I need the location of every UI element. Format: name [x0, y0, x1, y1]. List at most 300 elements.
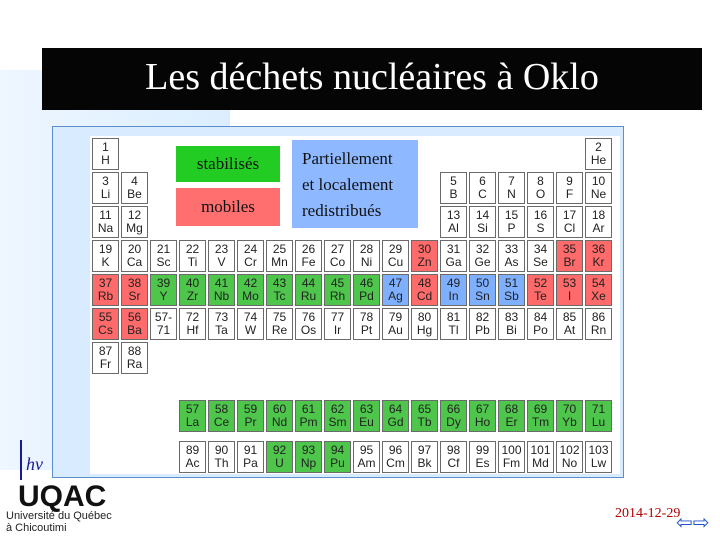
element-symbol: Ho: [474, 414, 491, 429]
element-symbol: Cu: [387, 255, 404, 269]
element-cell: [295, 274, 322, 306]
element-symbol: Ru: [300, 289, 317, 303]
element-cell: [237, 400, 264, 432]
element-number: 61: [301, 401, 316, 416]
element-number: 74: [243, 310, 258, 324]
element-number: 89: [185, 442, 200, 457]
element-number: 63: [359, 401, 374, 416]
element-symbol: Ce: [213, 414, 230, 429]
element-symbol: Ge: [474, 255, 491, 269]
element-number: 4: [131, 174, 138, 188]
element-cell: [150, 240, 177, 272]
element-number: 88: [127, 344, 142, 358]
element-number: 14: [475, 208, 490, 222]
element-cell: [324, 274, 351, 306]
element-symbol: Re: [271, 323, 288, 337]
element-symbol: Be: [127, 187, 142, 201]
element-symbol: Nb: [213, 289, 230, 303]
element-symbol: Hg: [416, 323, 433, 337]
legend-redistributed-line2: et localement: [302, 175, 394, 194]
element-symbol: Ga: [445, 255, 462, 269]
element-cell: [585, 172, 612, 204]
element-cell: [498, 172, 525, 204]
element-number: 45: [330, 276, 345, 290]
element-number: 5: [450, 174, 457, 188]
element-cell: [295, 240, 322, 272]
legend-mobile: mobiles: [176, 188, 280, 226]
element-number: 28: [359, 242, 374, 256]
element-symbol: Ar: [592, 221, 605, 235]
element-number: 17: [562, 208, 577, 222]
element-cell: [179, 274, 206, 306]
element-symbol: Cs: [98, 323, 113, 337]
element-cell: [353, 240, 380, 272]
element-cell: [121, 274, 148, 306]
element-number: 98: [446, 442, 461, 457]
element-number: 1: [102, 140, 109, 154]
element-number: 42: [243, 276, 258, 290]
element-number: 82: [475, 310, 490, 324]
element-symbol: Co: [329, 255, 346, 269]
element-symbol: Y: [159, 289, 168, 303]
element-cell: [208, 274, 235, 306]
element-number: 13: [446, 208, 461, 222]
element-number: 66: [446, 401, 461, 416]
element-cell: [208, 400, 235, 432]
element-number: 6: [479, 174, 486, 188]
element-cell: [179, 308, 206, 340]
element-cell: [324, 240, 351, 272]
element-cell: [237, 308, 264, 340]
element-number: 36: [591, 242, 606, 256]
element-number: 2: [595, 140, 602, 154]
element-number: 35: [562, 242, 577, 256]
element-symbol: Sn: [475, 289, 490, 303]
element-symbol: Ni: [360, 255, 373, 269]
element-number: 83: [504, 310, 519, 324]
element-symbol: N: [507, 187, 516, 201]
element-cell: [266, 400, 293, 432]
element-number: 67: [475, 401, 490, 416]
element-symbol: S: [536, 221, 545, 235]
element-number: 62: [330, 401, 345, 416]
element-number: 99: [475, 442, 490, 457]
element-cell: [382, 274, 409, 306]
element-number: 95: [359, 442, 374, 457]
element-number: 38: [127, 276, 142, 290]
element-number: 40: [185, 276, 200, 290]
element-cell: [324, 400, 351, 432]
element-cell: [498, 240, 525, 272]
element-symbol: Zr: [186, 289, 199, 303]
element-number: 12: [127, 208, 142, 222]
element-number: 92: [272, 442, 287, 457]
element-symbol: Cr: [244, 255, 257, 269]
element-cell: [527, 172, 554, 204]
element-cell: [556, 240, 583, 272]
element-symbol: Os: [300, 323, 317, 337]
element-symbol: Tc: [273, 289, 286, 303]
element-cell: [295, 400, 322, 432]
element-symbol: Cf: [447, 455, 460, 470]
element-number: 27: [330, 242, 345, 256]
element-cell: [411, 400, 438, 432]
element-cell: [382, 308, 409, 340]
element-number: 46: [359, 276, 374, 290]
legend-redistributed: [292, 140, 418, 228]
element-cell: [382, 441, 409, 473]
element-number: 37: [98, 276, 113, 290]
element-symbol: Au: [388, 323, 403, 337]
element-symbol: Se: [533, 255, 548, 269]
element-cell: [556, 172, 583, 204]
element-cell: [208, 441, 235, 473]
element-number: 56: [127, 310, 142, 324]
element-number: 15: [504, 208, 519, 222]
element-symbol: W: [244, 323, 257, 337]
element-cell: [556, 400, 583, 432]
element-symbol: Hf: [186, 323, 199, 337]
element-number: 64: [388, 401, 403, 416]
element-cell: [411, 240, 438, 272]
legend-redistributed-line3: redistribués: [302, 201, 382, 220]
legend-redistributed-line1: Partiellement: [302, 149, 393, 168]
element-symbol: Mo: [242, 289, 259, 303]
element-number: 30: [417, 242, 432, 256]
element-symbol: Bi: [506, 323, 517, 337]
element-cell: [382, 400, 409, 432]
element-cell: [556, 206, 583, 238]
element-symbol: Lw: [590, 455, 607, 470]
element-symbol: Cl: [563, 221, 576, 235]
element-cell: [469, 172, 496, 204]
element-cell: [411, 308, 438, 340]
element-symbol: Li: [100, 187, 111, 201]
element-cell: [440, 206, 467, 238]
element-symbol: P: [507, 221, 516, 235]
element-number: 71: [591, 401, 606, 416]
element-number: 19: [98, 242, 113, 256]
element-cell: [440, 172, 467, 204]
element-number: 25: [272, 242, 287, 256]
element-number: 81: [446, 310, 461, 324]
element-number: 49: [446, 276, 461, 290]
element-symbol: Sb: [504, 289, 519, 303]
element-cell: [92, 138, 119, 170]
element-cell: [179, 240, 206, 272]
element-cell: [92, 240, 119, 272]
element-symbol: Md: [532, 455, 549, 470]
element-symbol: As: [504, 255, 519, 269]
element-cell: [585, 206, 612, 238]
element-number: 44: [301, 276, 316, 290]
element-symbol: Er: [505, 414, 518, 429]
element-symbol: Ba: [127, 323, 142, 337]
element-cell: [440, 441, 467, 473]
element-symbol: Tm: [531, 414, 550, 429]
element-symbol: Ac: [185, 455, 200, 470]
element-number: 43: [272, 276, 287, 290]
element-cell: [324, 308, 351, 340]
element-number: 47: [388, 276, 403, 290]
element-symbol: Te: [534, 289, 547, 303]
element-symbol: U: [275, 455, 284, 470]
element-number: 79: [388, 310, 403, 324]
element-number: 65: [417, 401, 432, 416]
element-symbol: Ca: [126, 255, 143, 269]
element-cell: [208, 308, 235, 340]
element-cell: [440, 400, 467, 432]
element-cell: [266, 240, 293, 272]
element-symbol: K: [101, 255, 110, 269]
element-cell: [353, 441, 380, 473]
element-number: 41: [214, 276, 229, 290]
element-number: 22: [185, 242, 200, 256]
element-number: 58: [214, 401, 229, 416]
element-symbol: Kr: [592, 255, 605, 269]
element-number: 75: [272, 310, 287, 324]
element-symbol: Tl: [448, 323, 459, 337]
element-cell: [469, 206, 496, 238]
element-symbol: Nd: [271, 414, 288, 429]
element-cell: [295, 308, 322, 340]
element-number: 100: [501, 442, 522, 457]
element-cell: [527, 206, 554, 238]
element-number: 57-71: [154, 310, 173, 337]
university-name: [6, 510, 112, 534]
element-symbol: Mg: [126, 221, 143, 235]
element-cell: [469, 441, 496, 473]
element-cell: [498, 308, 525, 340]
element-symbol: Th: [214, 455, 229, 470]
logo-text: UQAC: [18, 480, 107, 512]
element-cell: [527, 274, 554, 306]
element-symbol: Fe: [301, 255, 316, 269]
element-cell: [121, 206, 148, 238]
element-symbol: Pb: [475, 323, 490, 337]
element-symbol: Gd: [387, 414, 404, 429]
element-cell: [382, 240, 409, 272]
element-number: 91: [243, 442, 258, 457]
element-number: 52: [533, 276, 548, 290]
element-cell: [469, 400, 496, 432]
element-cell: [527, 441, 554, 473]
element-cell: [585, 308, 612, 340]
element-symbol: La: [185, 414, 200, 429]
element-cell: [498, 274, 525, 306]
element-symbol: Yb: [562, 414, 577, 429]
element-symbol: Br: [563, 255, 576, 269]
element-number: 57: [185, 401, 200, 416]
element-symbol: Si: [477, 221, 488, 235]
element-symbol: Xe: [591, 289, 606, 303]
element-number: 3: [102, 174, 109, 188]
element-number: 87: [98, 344, 113, 358]
element-cell: [121, 342, 148, 374]
element-cell: [237, 441, 264, 473]
element-symbol: Np: [300, 455, 317, 470]
slide-date: 2014-12-29: [615, 506, 681, 521]
element-symbol: Rn: [590, 323, 607, 337]
element-cell: [585, 274, 612, 306]
element-number: 69: [533, 401, 548, 416]
element-symbol: Eu: [359, 414, 374, 429]
element-number: 90: [214, 442, 229, 457]
element-symbol: Rb: [97, 289, 114, 303]
element-symbol: Ti: [187, 255, 198, 269]
element-symbol: Pd: [359, 289, 374, 303]
element-symbol: Al: [448, 221, 459, 235]
element-symbol: Es: [475, 455, 490, 470]
element-symbol: Ta: [215, 323, 228, 337]
element-cell: [440, 240, 467, 272]
element-number: 23: [214, 242, 229, 256]
element-number: 55: [98, 310, 113, 324]
element-cell: [208, 240, 235, 272]
element-symbol: C: [478, 187, 487, 201]
element-symbol: Ag: [388, 289, 403, 303]
element-symbol: Tb: [417, 414, 432, 429]
element-symbol: Lu: [591, 414, 606, 429]
element-number: 77: [330, 310, 345, 324]
element-cell: [266, 274, 293, 306]
element-cell: [92, 342, 119, 374]
element-cell: [150, 308, 177, 340]
element-cell: [92, 308, 119, 340]
element-symbol: Fm: [502, 455, 521, 470]
element-symbol: Ne: [590, 187, 607, 201]
element-number: 59: [243, 401, 258, 416]
element-number: 8: [537, 174, 544, 188]
nav-arrows-icon[interactable]: ⇦⇨: [676, 512, 710, 534]
element-cell: [469, 308, 496, 340]
element-symbol: Cm: [386, 455, 405, 470]
element-number: 34: [533, 242, 548, 256]
element-cell: [92, 274, 119, 306]
element-number: 103: [588, 442, 609, 457]
element-number: 72: [185, 310, 200, 324]
element-symbol: V: [217, 255, 226, 269]
element-cell: [121, 240, 148, 272]
element-number: 20: [127, 242, 142, 256]
element-cell: [556, 308, 583, 340]
hv-label: hν: [26, 454, 43, 474]
element-number: 85: [562, 310, 577, 324]
element-cell: [324, 441, 351, 473]
element-cell: [498, 206, 525, 238]
element-number: 32: [475, 242, 490, 256]
element-number: 80: [417, 310, 432, 324]
element-number: 97: [417, 442, 432, 457]
element-cell: [556, 441, 583, 473]
element-number: 18: [591, 208, 606, 222]
element-cell: [353, 308, 380, 340]
element-number: 7: [508, 174, 515, 188]
element-number: 16: [533, 208, 548, 222]
element-symbol: Zn: [417, 255, 432, 269]
hv-arrow: [20, 440, 22, 480]
element-number: 26: [301, 242, 316, 256]
element-cell: [411, 274, 438, 306]
element-cell: [585, 240, 612, 272]
element-symbol: F: [565, 187, 574, 201]
element-number: 68: [504, 401, 519, 416]
element-cell: [585, 441, 612, 473]
element-symbol: Pr: [244, 414, 257, 429]
element-symbol: Na: [97, 221, 114, 235]
element-number: 96: [388, 442, 403, 457]
element-symbol: Cd: [416, 289, 433, 303]
element-cell: [585, 138, 612, 170]
element-number: 31: [446, 242, 461, 256]
element-symbol: In: [448, 289, 459, 303]
element-cell: [237, 240, 264, 272]
element-number: 54: [591, 276, 606, 290]
element-symbol: Pm: [299, 414, 318, 429]
element-cell: [150, 274, 177, 306]
element-cell: [469, 240, 496, 272]
element-cell: [92, 172, 119, 204]
element-cell: [266, 441, 293, 473]
element-number: 11: [99, 208, 112, 222]
element-symbol: I: [567, 289, 572, 303]
element-cell: [556, 274, 583, 306]
element-cell: [585, 400, 612, 432]
element-number: 102: [559, 442, 580, 457]
element-cell: [92, 206, 119, 238]
element-number: 10: [591, 174, 606, 188]
element-number: 9: [566, 174, 573, 188]
uqac-logo: [18, 478, 108, 512]
element-cell: [527, 400, 554, 432]
element-number: 78: [359, 310, 374, 324]
university-line2: à Chicoutimi: [6, 522, 67, 534]
element-symbol: H: [101, 153, 110, 167]
element-symbol: No: [561, 455, 578, 470]
element-symbol: O: [535, 187, 546, 201]
university-line1: Université du Québec: [6, 510, 112, 522]
element-symbol: Bk: [417, 455, 432, 470]
element-symbol: B: [449, 187, 458, 201]
element-cell: [411, 441, 438, 473]
element-symbol: Sr: [128, 289, 141, 303]
element-symbol: At: [563, 323, 576, 337]
slide-title: Les déchets nucléaires à Oklo: [42, 48, 702, 110]
element-cell: [237, 274, 264, 306]
element-cell: [527, 308, 554, 340]
element-number: 29: [388, 242, 403, 256]
element-number: 50: [475, 276, 490, 290]
element-symbol: Ir: [333, 323, 342, 337]
element-symbol: Pt: [360, 323, 373, 337]
element-cell: [440, 308, 467, 340]
element-number: 33: [504, 242, 519, 256]
element-cell: [527, 240, 554, 272]
element-number: 53: [562, 276, 577, 290]
element-cell: [353, 400, 380, 432]
element-number: 48: [417, 276, 432, 290]
element-number: 51: [504, 276, 519, 290]
element-number: 39: [156, 276, 171, 290]
element-number: 70: [562, 401, 577, 416]
element-cell: [121, 172, 148, 204]
element-symbol: Dy: [446, 414, 461, 429]
element-symbol: Po: [533, 323, 548, 337]
element-number: 93: [301, 442, 316, 457]
element-symbol: Sc: [156, 255, 171, 269]
element-number: 76: [301, 310, 316, 324]
element-number: 24: [243, 242, 258, 256]
